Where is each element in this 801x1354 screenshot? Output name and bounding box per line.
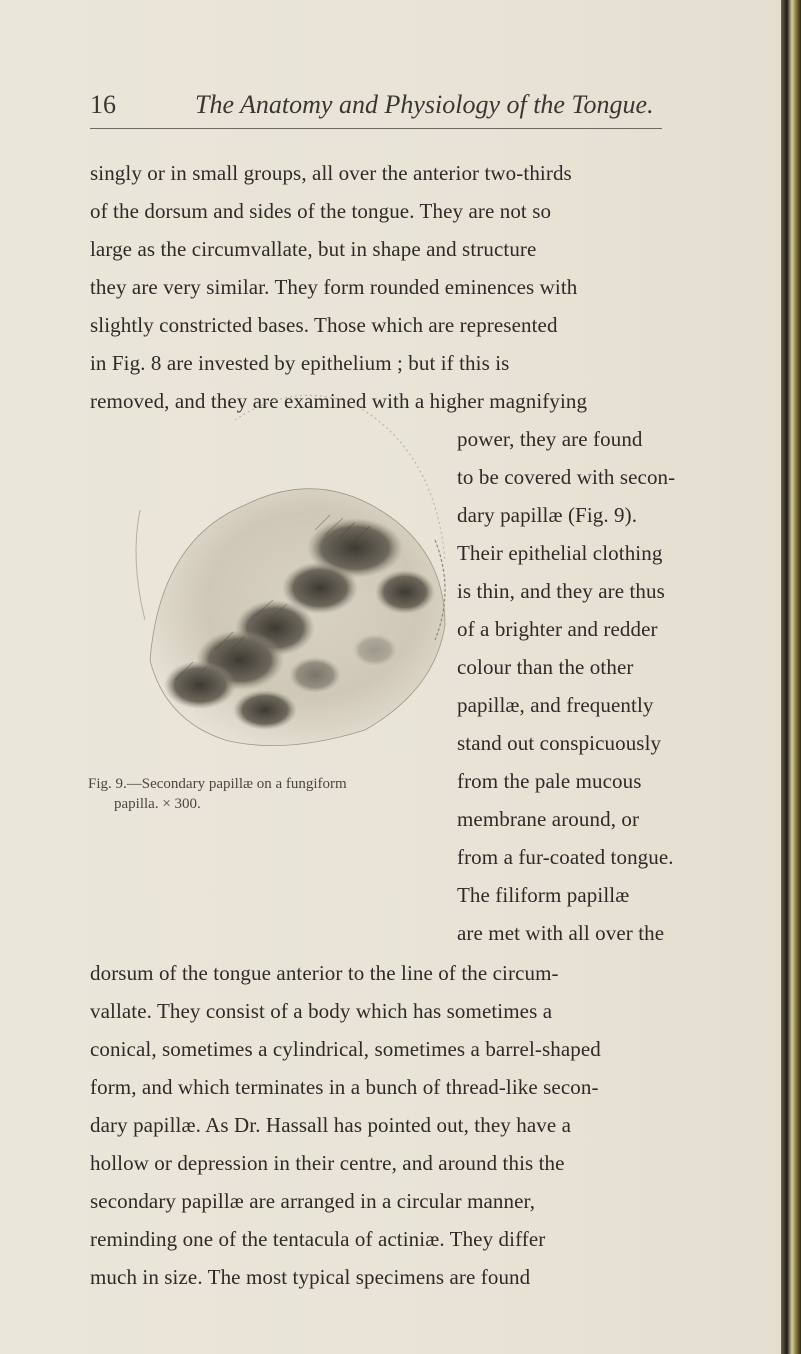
text-line: large as the circumvallate, but in shape and structure [90,237,537,261]
text-line: hollow or depression in their centre, and around this the [90,1151,565,1175]
figure-caption [88,774,358,814]
page-edge-binding [781,0,801,1354]
text-line: from a fur-coated tongue. [457,845,674,869]
text-line: of a brighter and redder [457,617,658,641]
text-line: to be covered with secon- [457,465,676,489]
text-line: in Fig. 8 are invested by epithelium ; but if this is [90,351,510,375]
caption-line: papilla. × 300. [114,796,201,812]
text-line: papillæ, and frequently [457,693,654,717]
secondary-papilla [375,570,435,614]
running-header [90,90,690,126]
secondary-papilla [233,690,297,730]
text-line: colour than the other [457,655,634,679]
text-line: secondary papillæ are arranged in a circular manner, [90,1189,536,1213]
secondary-papilla [289,657,341,693]
text-line: slightly constricted bases. Those which are represented [90,313,558,337]
text-line: much in size. The most typical specimens are found [90,1265,531,1289]
text-line: removed, and they are examined with a higher magnifying [90,389,588,413]
text-line: stand out conspicuously [457,731,662,755]
caption-line: Fig. 9.—Secondary papillæ on a fungiform [88,776,347,792]
secondary-papilla [353,634,397,666]
header-rule [90,128,662,129]
text-line: dary papillæ (Fig. 9). [457,503,638,527]
text-line: is thin, and they are thus [457,579,665,603]
outline-stroke [136,510,145,620]
text-line: dorsum of the tongue anterior to the line of the circum- [90,961,559,985]
text-line: form, and which terminates in a bunch of thread-like secon- [90,1075,599,1099]
secondary-papilla [164,661,236,709]
text-line: are met with all over the [457,921,665,945]
text-line: of the dorsum and sides of the tongue. They are not so [90,199,552,223]
text-line: vallate. They consist of a body which has sometimes a [90,999,553,1023]
text-line: singly or in small groups, all over the anterior two-thirds [90,161,572,185]
page-number: 16 [90,90,116,119]
text-line: dary papillæ. As Dr. Hassall has pointed out, they have a [90,1113,572,1137]
text-line: The filiform papillæ [457,883,630,907]
text-line: reminding one of the tentacula of actiniæ. They differ [90,1227,546,1251]
text-line: power, they are found [457,427,643,451]
running-title: The Anatomy and Physiology of the Tongue. [195,90,654,119]
text-line: Their epithelial clothing [457,541,663,565]
text-line: membrane around, or [457,807,640,831]
text-line: they are very similar. They form rounded eminences with [90,275,578,299]
fungiform-papilla-illustration [115,360,460,755]
text-line: from the pale mucous [457,769,642,793]
text-line: conical, sometimes a cylindrical, sometimes a barrel-shaped [90,1037,601,1061]
